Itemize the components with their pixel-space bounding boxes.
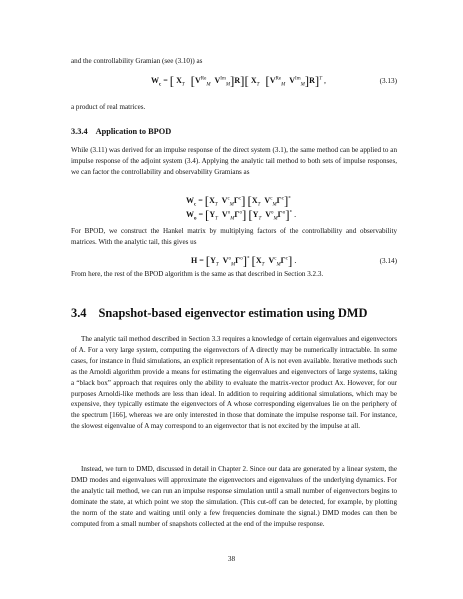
- paragraph-rest: From here, the rest of the BPOD algorithm is the same as that described in Section 3.2.3.: [71, 270, 324, 278]
- equation-wc: $W_c = [X_T$ $V^c_M\Gamma^c$] [$X_T$ $V^c_M\Gamma^c]^*$: [186, 193, 291, 208]
- page-number: 38: [227, 555, 236, 563]
- subsection-number: 3.3.4: [71, 127, 88, 136]
- equation-3-14-math: $H = [Y_T$ $V^o_M\Gamma^o]^*$ [$X_T$ $V^c_M\Gamma^c$] .: [191, 253, 297, 268]
- equation-3-13-label: (3.13): [379, 77, 397, 85]
- paragraph-bpod: While (3.11) was derived for an impulse response of the direct system (3.1), the same method can be applied to an impulse response of the adjoint system (3.4). Applying the analytic tail method to both sets of impulse responses, we can factor the controllability and observability Gramians as: [71, 146, 397, 176]
- after-eq-3-13: a product of real matrices.: [71, 103, 146, 111]
- paragraph-dmd-1: The analytic tail method described in Section 3.3 requires a knowledge of certain eigenvalues and eigenvectors of A. For a very large system, computing the eigenvectors of A directly may be numerically intractable. In some cases, for instance in fluid simulations, an explicit representation of A is not even available. Iterative methods such as the Arnoldi algorithm provide a means for estimating the eigenvalues and eigenvectors of large systems, taking a “black box” approach that requires only the ability to evaluate the matrix-vector product Ax. However, for our purposes Arnoldi-like methods are less than ideal. In addition to requiring additional simulations, which may be expensive, they typically estimate the eigenvectors of A whose corresponding eigenvalues lie on the periphery of the spectrum [166], whereas we are only interested in those that dominate the impulse response tail. For instance, the slowest eigenvalue of A may correspond to an eigenvector that is not excited by the impulse at all.: [71, 335, 397, 431]
- subsection-heading-3-3-4: [71, 127, 171, 136]
- equation-3-13: [71, 73, 397, 97]
- paragraph-hankel: For BPOD, we construct the Hankel matrix by multiplying factors of the controllability and observability matrices. With the analytic tail, this gives us: [71, 227, 397, 246]
- paragraph-dmd-2: Instead, we turn to DMD, discussed in detail in Chapter 2. Since our data are generated by a linear system, the DMD modes and eigenvalues will approximate the eigenvectors and eigenvalues of the underlying dynamics. For the analytic tail method, we can run an impulse response simulation until a small number of eigenvectors begins to dominate the state, at which point we stop the simulation. (This cut-off can be detected, for example, by plotting the norm of the state and waiting until only a few frequencies dominate the signal.) DMD modes can then be computed from a small number of snapshots collected at the end of the impulse response.: [71, 465, 397, 528]
- intro-line: and the controllability Gramian (see (3.10)) as: [71, 57, 203, 65]
- equation-3-13-math: $W_c$ = [ $X_T$ [$VRe_M$ $V^{Im}_M]R$][ $X_T$ [$VRe_M$ $V^{Im}_M]R]^T$ ,: [151, 73, 327, 88]
- section-title: Snapshot-based eigenvector estimation using DMD: [98, 306, 368, 320]
- section-heading-3-4: [71, 306, 367, 321]
- equation-3-14-label: (3.14): [379, 257, 397, 265]
- subsection-title: Application to BPOD: [95, 127, 172, 136]
- equation-wo: $W_o = [Y_T$ $V^o_M\Gamma^o$] [$Y_T$ $V^o_M\Gamma^o]^*$ .: [186, 207, 297, 222]
- section-number: 3.4: [71, 306, 87, 320]
- equation-gramians: [71, 193, 397, 221]
